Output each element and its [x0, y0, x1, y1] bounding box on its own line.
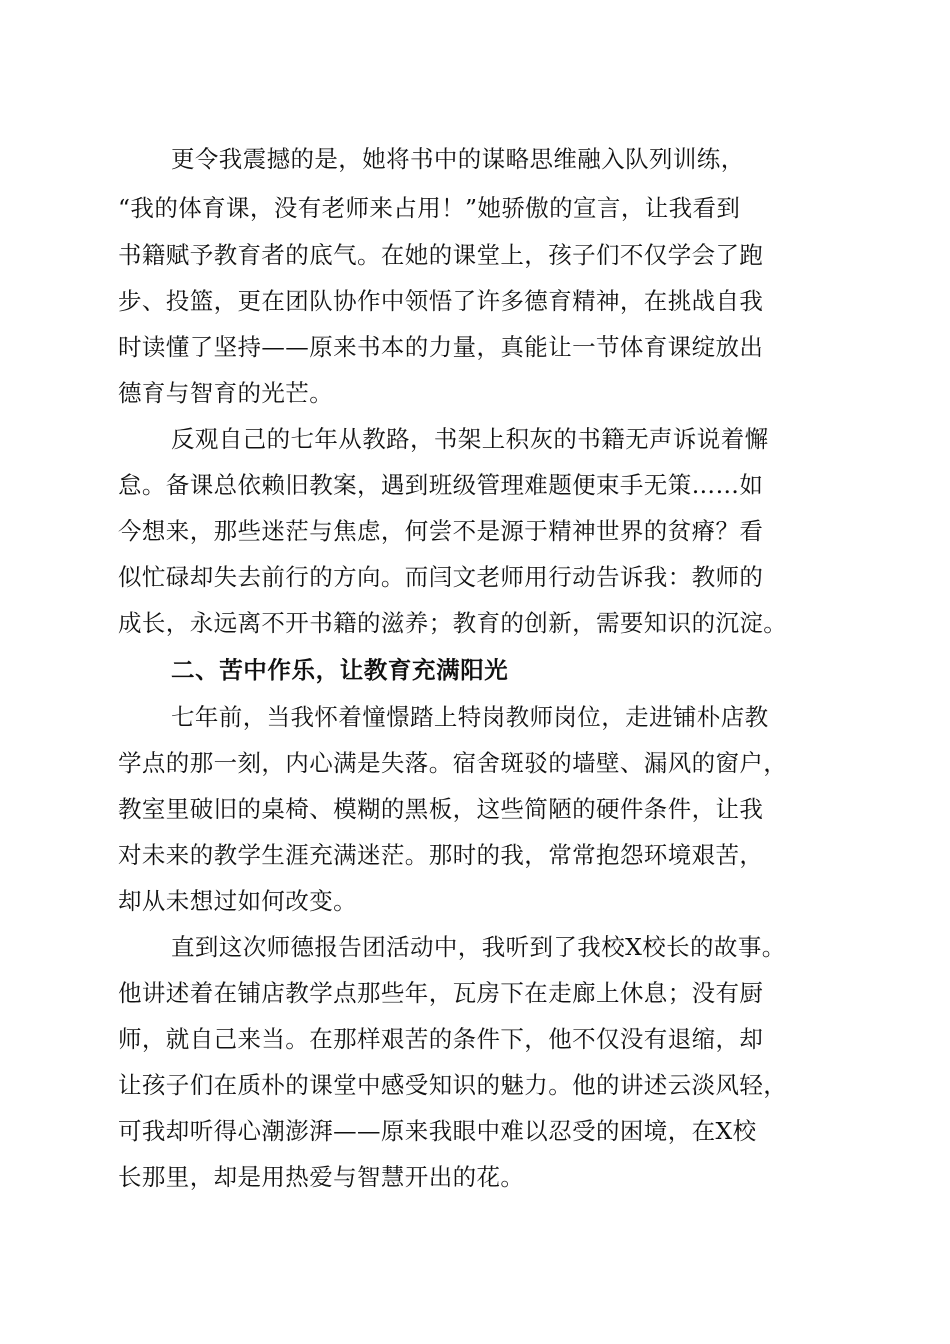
paragraph-4-line-5: 可我却听得心潮澎湃——原来我眼中难以忍受的困境，在X校 [118, 1117, 757, 1145]
paragraph-3-line-3: 教室里破旧的桌椅、模糊的黑板，这些简陋的硬件条件，让我 [118, 795, 764, 823]
paragraph-4-line-2: 他讲述着在铺店教学点那些年，瓦房下在走廊上休息；没有厨 [118, 979, 764, 1007]
paragraph-4-line-4: 让孩子们在质朴的课堂中感受知识的魅力。他的讲述云淡风轻， [118, 1071, 788, 1099]
paragraph-3-line-1: 七年前，当我怀着憧憬踏上特岗教师岗位，走进铺朴店教 [171, 703, 769, 731]
paragraph-4-line-6: 长那里，却是用热爱与智慧开出的花。 [118, 1163, 525, 1191]
paragraph-3-line-5: 却从未想过如何改变。 [118, 887, 357, 915]
paragraph-2-line-3: 今想来，那些迷茫与焦虑，何尝不是源于精神世界的贫瘠？看 [118, 517, 764, 545]
section-heading: 二、苦中作乐，让教育充满阳光 [171, 656, 509, 684]
paragraph-1-line-3: 书籍赋予教育者的底气。在她的课堂上，孩子们不仅学会了跑 [118, 241, 764, 269]
paragraph-1-line-4: 步、投篮，更在团队协作中领悟了许多德育精神，在挑战自我 [118, 287, 764, 315]
paragraph-4-line-3: 师，就自己来当。在那样艰苦的条件下，他不仅没有退缩，却 [118, 1025, 764, 1053]
paragraph-3-line-4: 对未来的教学生涯充满迷茫。那时的我，常常抱怨环境艰苦， [118, 841, 764, 869]
paragraph-1-line-1: 更令我震撼的是，她将书中的谋略思维融入队列训练， [171, 145, 745, 173]
paragraph-1-line-6: 德育与智育的光芒。 [118, 379, 334, 407]
paragraph-2-line-1: 反观自己的七年从教路，书架上积灰的书籍无声诉说着懈 [171, 425, 769, 453]
paragraph-2-line-4: 似忙碌却失去前行的方向。而闫文老师用行动告诉我：教师的 [118, 563, 764, 591]
paragraph-2-line-5: 成长，永远离不开书籍的滋养；教育的创新，需要知识的沉淀。 [118, 609, 788, 637]
paragraph-1-line-5: 时读懂了坚持——原来书本的力量，真能让一节体育课绽放出 [118, 333, 764, 361]
paragraph-2-line-2: 怠。备课总依赖旧教案，遇到班级管理难题便束手无策……如 [118, 471, 764, 499]
paragraph-3-line-2: 学点的那一刻，内心满是失落。宿舍斑驳的墙壁、漏风的窗户， [118, 749, 788, 777]
paragraph-1-line-2: “我的体育课，没有老师来占用！”她骄傲的宣言，让我看到 [118, 194, 741, 222]
paragraph-4-line-1: 直到这次师德报告团活动中，我听到了我校X校长的故事。 [171, 933, 786, 961]
